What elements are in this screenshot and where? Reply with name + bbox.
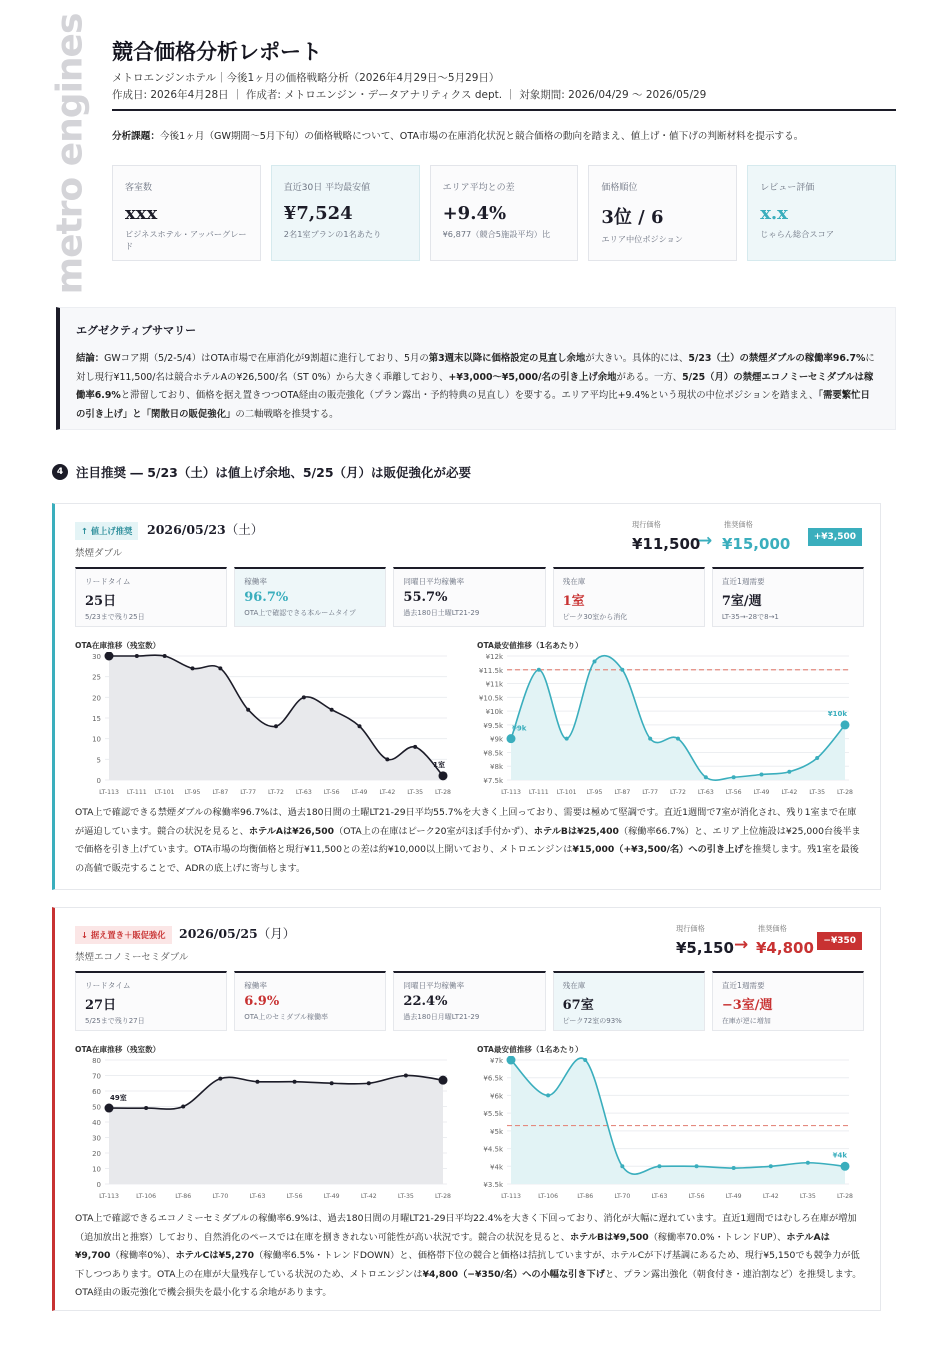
data-point	[648, 737, 652, 741]
x-tick-label: LT-56	[725, 789, 742, 796]
y-tick-label: 5	[96, 756, 101, 765]
summary-label: 結論：	[76, 353, 105, 364]
x-tick-label: LT-87	[212, 789, 229, 796]
desc-text: （OTA上の在庫はピーク20室がほぼ手付かず）、	[334, 825, 534, 837]
price-chart	[477, 640, 857, 800]
data-point	[302, 695, 306, 699]
section-heading	[52, 463, 471, 481]
metric-sub: OTA上のセミダブル稼働率	[244, 1013, 328, 1021]
date-text: 2026/05/25	[179, 926, 258, 941]
raise-tag: ↑ 値上げ推奨	[75, 522, 138, 540]
desc-text: （稼働率66.7%）と、エリア上位施設は¥25,000台後半まで価格を引き上げています。OTA市場の均衡価格と現行¥11,500との差は約¥10,000以上開いており、メトロエンジンは	[75, 825, 861, 855]
data-point	[537, 668, 541, 672]
data-point	[565, 737, 569, 741]
metric-row	[75, 971, 864, 1031]
data-point	[181, 1105, 185, 1109]
kpi-label: 直近30日 平均最安値	[283, 183, 371, 193]
header-line-1: メトロエンジンホテル｜今後1ヶ月の価格戦略分析（2026年4月29日〜5月29日）	[112, 72, 500, 84]
price-chart-svg	[477, 652, 857, 800]
start-value-label: 49室	[110, 1094, 127, 1103]
metric-sub: 過去180日月曜LT21-29	[403, 1013, 480, 1021]
current-price: ¥11,500	[632, 535, 701, 553]
x-tick-label: LT-113	[99, 1193, 119, 1200]
y-tick-label: 20	[92, 1150, 101, 1158]
x-tick-label: LT-28	[435, 789, 451, 796]
data-point	[144, 1106, 148, 1110]
endpoint-marker	[841, 720, 850, 729]
summary-text: の二軸戦略を推奨する。	[235, 408, 339, 420]
kpi-sub: じゃらん総合スコア	[760, 229, 834, 239]
data-point	[732, 775, 736, 779]
recommendation-card-raise	[52, 503, 881, 890]
kpi-sub: ¥6,877（競合5施設平均）比	[442, 229, 551, 239]
metric-lead-time	[75, 567, 227, 627]
area-fill	[511, 1058, 845, 1184]
summary-text: GWコア期（5/2-5/4）はOTA市場で在庫消化が9割超に進行しており、5月の	[104, 353, 429, 364]
current-price: ¥5,150	[676, 939, 734, 957]
metric-label: 同曜日平均稼働率	[403, 577, 465, 586]
y-tick-label: ¥7.5k	[483, 777, 503, 785]
metric-value: 22.4%	[403, 994, 448, 1009]
metric-weekday-avg	[393, 567, 545, 627]
desc-emphasis: ホテルAは¥26,500	[248, 825, 335, 837]
current-price-label: 現行価格	[676, 924, 705, 933]
x-tick-label: LT-106	[136, 1193, 157, 1200]
x-tick-label: LT-63	[295, 789, 312, 796]
x-tick-label: LT-35	[809, 789, 826, 796]
desc-text: OTA上で確認できる禁煙ダブルの稼働率96.7%は、過去180日間の土曜LT21-29日平均55.7%を大きく上回っており、需要は極めて堅調です。直近1週間で7室が消化され、残り1室まで在庫が逼迫しています。競合の状況を見ると、	[75, 807, 857, 837]
inventory-chart-svg	[75, 652, 455, 800]
kpi-row	[112, 165, 896, 261]
data-point	[704, 775, 708, 779]
y-tick-label: ¥7k	[490, 1057, 503, 1065]
y-tick-label: 0	[96, 777, 101, 785]
kpi-value: xxx	[125, 203, 158, 224]
data-point	[806, 1161, 810, 1165]
y-tick-label: ¥4.5k	[483, 1145, 503, 1154]
arrow-right-icon: →	[698, 531, 713, 551]
price-chart	[477, 1044, 857, 1204]
metric-value: 25日	[85, 594, 117, 609]
executive-summary	[56, 307, 896, 430]
metric-sub: ピーク72室の93%	[562, 1017, 622, 1025]
y-tick-label: ¥4k	[490, 1163, 503, 1172]
end-value-label: ¥4k	[832, 1151, 847, 1160]
summary-emphasis: +¥3,000〜¥5,000/名の引き上げ余地	[448, 371, 617, 383]
x-tick-label: LT-56	[688, 1193, 705, 1200]
chart-title: OTA最安値推移（1名あたり）	[477, 1045, 583, 1054]
data-point	[676, 737, 680, 741]
x-tick-label: LT-28	[837, 789, 853, 796]
metric-label: 稼働率	[244, 981, 267, 990]
endpoint-marker	[439, 1076, 448, 1085]
metric-occupancy	[234, 971, 386, 1031]
y-tick-label: 60	[92, 1088, 101, 1096]
x-tick-label: LT-49	[753, 789, 770, 796]
desc-text: OTA上で確認できるエコノミーセミダブルの稼働率6.9%は、過去180日間の月曜LT21-29日平均22.4%を大きく下回っており、消化が大幅に遅れています。直近1週間ではむしろ在庫が増加（追加放出と推察）しており、自然消化のペースでは在庫を捌ききれない可能性が高い状況です。競合の状況を見ると、	[75, 1213, 857, 1243]
x-tick-label: LT-28	[435, 1193, 451, 1200]
metric-value: 96.7%	[244, 590, 289, 605]
analysis-issue	[112, 128, 896, 142]
endpoint-marker	[841, 1162, 850, 1171]
end-value-label: 1室	[433, 760, 445, 769]
kpi-value: 3位 / 6	[601, 207, 664, 228]
data-point	[593, 660, 597, 664]
y-tick-label: 25	[92, 673, 101, 682]
inventory-chart	[75, 640, 455, 800]
metric-inventory	[553, 971, 705, 1031]
data-point	[218, 666, 222, 670]
metric-value: 6.9%	[244, 994, 280, 1009]
x-tick-label: LT-113	[501, 789, 521, 796]
area-fill	[109, 1075, 443, 1184]
price-diff-badge: +¥3,500	[808, 528, 862, 546]
brand-logo	[40, 13, 100, 295]
data-point	[732, 1166, 736, 1170]
y-tick-label: 40	[92, 1119, 101, 1127]
data-point	[191, 666, 195, 670]
kpi-label: レビュー評価	[760, 183, 815, 193]
hold-tag: ↓ 据え置き＋販促強化	[75, 926, 172, 944]
recommended-price-label: 推奨価格	[724, 520, 753, 529]
issue-label: 分析課題：	[112, 131, 160, 142]
desc-text: と、プラン露出強化（朝食付き・連泊割など）を推奨します。OTA経由の販売強化で機会損失を最小化する余地があります。	[75, 1268, 862, 1298]
x-tick-label: LT-70	[614, 1193, 631, 1200]
x-tick-label: LT-95	[586, 789, 603, 796]
data-point	[255, 1080, 259, 1084]
x-tick-label: LT-35	[407, 789, 424, 796]
price-chart-svg	[477, 1056, 857, 1204]
start-value-label: ¥9k	[512, 724, 527, 733]
issue-text: 今後1ヶ月（GW期間〜5月下旬）の価格戦略について、OTA市場の在庫消化状況と競合価格の動向を踏まえ、値上げ・値下げの判断材料を提示する。	[159, 131, 804, 142]
header-line-2: 作成日: 2026年4月28日 ｜ 作成者: メトロエンジン・データアナリティクス dept. ｜ 対象期間: 2026/04/29 〜 2026/05/29	[112, 89, 707, 101]
kpi-sub: エリア中位ポジション	[601, 234, 683, 244]
metric-lead-time	[75, 971, 227, 1031]
section-number: 4	[52, 464, 68, 480]
kpi-value: x.x	[760, 203, 788, 224]
y-tick-label: ¥10.5k	[478, 694, 503, 703]
kpi-price-rank	[588, 165, 737, 261]
kpi-sub: 2名1室プランの1名あたり	[283, 229, 382, 239]
endpoint-marker	[507, 734, 516, 743]
area-fill	[511, 656, 845, 781]
price-diff-badge: −¥350	[817, 932, 862, 950]
header-rule	[112, 109, 896, 111]
data-point	[404, 1074, 408, 1078]
x-tick-label: LT-86	[577, 1193, 594, 1200]
metric-label: リードタイム	[85, 577, 131, 586]
kpi-review	[747, 165, 896, 261]
data-point	[546, 1093, 550, 1097]
metric-sub: OTA上で確認できる本ルームタイプ	[244, 609, 356, 617]
recommended-price-label: 推奨価格	[758, 924, 787, 933]
current-price-label: 現行価格	[632, 520, 661, 529]
kpi-sub: ビジネスホテル・アッパーグレード	[125, 229, 247, 251]
recommendation-card-hold	[52, 907, 881, 1311]
desc-text: （稼働率70.0%・トレンドUP）、	[648, 1231, 787, 1243]
y-tick-label: 70	[92, 1072, 101, 1081]
desc-emphasis: ¥15,000（+¥3,500/名）への引き上げ	[572, 844, 744, 855]
x-tick-label: LT-42	[360, 1193, 377, 1200]
recommended-price: ¥15,000	[722, 535, 791, 553]
chart-title: OTA在庫推移（残室数）	[75, 641, 161, 650]
chart-title: OTA最安値推移（1名あたり）	[477, 641, 583, 650]
data-point	[760, 772, 764, 776]
x-tick-label: LT-49	[323, 1193, 340, 1200]
desc-emphasis: ¥4,800（−¥350/名）への小幅な引き下げ	[422, 1268, 605, 1280]
data-point	[620, 1164, 624, 1168]
room-type: 禁煙エコノミーセミダブル	[75, 952, 189, 963]
x-tick-label: LT-63	[249, 1193, 266, 1200]
desc-text: （稼働率0%）、	[110, 1250, 176, 1261]
x-tick-label: LT-42	[762, 1193, 779, 1200]
y-tick-label: ¥10k	[485, 708, 503, 717]
x-tick-label: LT-101	[154, 789, 175, 796]
x-tick-label: LT-42	[379, 789, 396, 796]
metric-value: −3室/週	[721, 998, 773, 1013]
metric-label: 同曜日平均稼働率	[403, 981, 465, 990]
metric-value: 27日	[85, 998, 117, 1013]
page-title: 競合価格分析レポート	[112, 39, 322, 64]
metric-occupancy	[234, 567, 386, 627]
summary-emphasis: 5/25（月）の禁煙エコノミーセミダブルは稼働率6.9%	[76, 371, 874, 402]
x-tick-label: LT-101	[556, 789, 577, 796]
card-description	[75, 804, 864, 878]
endpoint-marker	[439, 771, 448, 780]
metric-value: 7室/週	[721, 594, 762, 609]
desc-emphasis: ホテルCは¥5,270	[175, 1250, 255, 1261]
kpi-value: ¥7,524	[283, 203, 353, 224]
x-tick-label: LT-56	[323, 789, 340, 796]
kpi-label: 客室数	[125, 183, 153, 193]
y-tick-label: 0	[96, 1181, 101, 1189]
x-tick-label: LT-49	[725, 1193, 742, 1200]
report-header	[112, 36, 896, 104]
data-point	[413, 745, 417, 749]
data-point	[769, 1164, 773, 1168]
metric-sub: LT-35→-28で8→1	[721, 613, 779, 621]
metric-sub: ピーク30室から消化	[562, 613, 628, 621]
data-point	[583, 1058, 587, 1062]
y-tick-label: 30	[92, 653, 101, 661]
data-point	[218, 1077, 222, 1081]
x-tick-label: LT-42	[781, 789, 798, 796]
data-point	[330, 1081, 334, 1085]
x-tick-label: LT-72	[268, 789, 284, 796]
y-tick-label: ¥12k	[485, 653, 503, 661]
data-point	[815, 756, 819, 760]
y-tick-label: ¥9k	[490, 735, 503, 744]
x-tick-label: LT-86	[175, 1193, 192, 1200]
metric-sub: 在庫が逆に増加	[721, 1017, 771, 1025]
x-tick-label: LT-56	[286, 1193, 303, 1200]
y-tick-label: 30	[92, 1134, 101, 1143]
metric-label: 直近1週需要	[721, 577, 765, 586]
chart-title: OTA在庫推移（残室数）	[75, 1045, 161, 1054]
section-title: 注目推奨 ― 5/23（土）は値上げ余地、5/25（月）は販促強化が必要	[76, 465, 472, 480]
x-tick-label: LT-106	[538, 1193, 559, 1200]
y-tick-label: 20	[92, 694, 101, 703]
data-point	[330, 708, 334, 712]
x-tick-label: LT-63	[651, 1193, 668, 1200]
y-tick-label: ¥5.5k	[483, 1110, 503, 1119]
data-point	[135, 654, 139, 658]
summary-text: が大きい。具体的には、	[585, 353, 689, 364]
summary-emphasis: 「需要繁忙日の引き上げ」と「閑散日の販促強化」	[76, 390, 870, 420]
x-tick-label: LT-77	[642, 789, 659, 796]
y-tick-label: 80	[92, 1057, 101, 1065]
date-text: 2026/05/23	[147, 522, 226, 537]
kpi-label: エリア平均との差	[442, 183, 515, 193]
weekday-text: （土）	[225, 522, 264, 537]
kpi-value: +9.4%	[442, 203, 507, 224]
x-tick-label: LT-63	[697, 789, 714, 796]
inventory-chart	[75, 1044, 455, 1204]
x-tick-label: LT-70	[212, 1193, 229, 1200]
price-change	[676, 924, 862, 964]
x-tick-label: LT-35	[397, 1193, 414, 1200]
metric-row	[75, 567, 864, 627]
x-tick-label: LT-72	[670, 789, 686, 796]
kpi-area-diff	[430, 165, 579, 261]
summary-text: がある。一方、	[616, 371, 683, 383]
metric-label: 残在庫	[562, 981, 586, 990]
summary-emphasis: 5/23（土）の禁煙ダブルの稼働率96.7%	[688, 353, 866, 364]
recommended-price: ¥4,800	[756, 939, 814, 957]
card-description	[75, 1210, 864, 1303]
y-tick-label: ¥8.5k	[483, 749, 503, 758]
metric-weekly-demand	[712, 567, 864, 627]
end-value-label: ¥10k	[827, 709, 847, 718]
desc-emphasis: ホテルAは¥9,700	[75, 1231, 830, 1261]
metric-label: リードタイム	[85, 981, 131, 990]
card-date	[147, 520, 263, 538]
metric-label: 残在庫	[562, 577, 586, 586]
summary-title: エグゼクティブサマリー	[76, 324, 197, 337]
brand-text: metro engines	[49, 13, 91, 295]
data-point	[274, 724, 278, 728]
x-tick-label: LT-87	[614, 789, 631, 796]
y-tick-label: ¥3.5k	[483, 1181, 503, 1189]
summary-body	[76, 350, 879, 424]
metric-label: 直近1週需要	[721, 981, 765, 990]
metric-weekly-demand	[712, 971, 864, 1031]
metric-weekday-avg	[393, 971, 545, 1031]
x-tick-label: LT-113	[99, 789, 119, 796]
desc-emphasis: ホテルBは¥9,500	[569, 1231, 649, 1243]
data-point	[620, 668, 624, 672]
y-tick-label: ¥11.5k	[478, 666, 503, 675]
y-tick-label: 50	[92, 1103, 101, 1112]
kpi-label: 価格順位	[601, 183, 638, 193]
card-date	[179, 924, 295, 942]
metric-value: 1室	[562, 594, 585, 609]
metric-sub: 過去180日土曜LT21-29	[403, 609, 480, 617]
y-tick-label: ¥8k	[490, 763, 503, 772]
desc-text: （稼働率6.5%・トレンドDOWN）と、価格帯下位の競合と価格は拮抗していますが、ホテルCが下げ基調にあるため、現行¥5,150でも競争力が低下しつつあります。OTA上の在庫が大量残存している状況のため、メトロエンジンは	[75, 1250, 860, 1280]
price-change	[632, 520, 862, 560]
data-point	[358, 724, 362, 728]
data-point	[695, 1164, 699, 1168]
y-tick-label: ¥6k	[490, 1092, 503, 1101]
metric-label: 稼働率	[244, 577, 267, 586]
summary-text: と滞留しており、価格を据え置きつつOTA経由の販売強化（プラン露出・予約特典の見直し）を要する。エリア平均比+9.4%という現状の中位ポジションを踏まえ、	[120, 390, 819, 402]
data-point	[787, 770, 791, 774]
data-point	[246, 708, 250, 712]
desc-text: を推奨します。残1室を最後の高値で販売することで、ADRの底上げに寄与します。	[75, 844, 859, 874]
kpi-avg-price	[271, 165, 420, 261]
y-tick-label: ¥5k	[490, 1127, 503, 1136]
x-tick-label: LT-111	[126, 789, 147, 796]
x-tick-label: LT-111	[528, 789, 549, 796]
y-tick-label: ¥9.5k	[483, 721, 503, 730]
data-point	[385, 757, 389, 761]
x-tick-label: LT-28	[837, 1193, 853, 1200]
y-tick-label: 10	[92, 735, 101, 744]
data-point	[367, 1081, 371, 1085]
data-point	[293, 1080, 297, 1084]
metric-sub: 5/25まで残り27日	[85, 1017, 145, 1025]
y-tick-label: ¥6.5k	[483, 1074, 503, 1083]
y-tick-label: 15	[92, 715, 101, 723]
x-tick-label: LT-113	[501, 1193, 521, 1200]
kpi-rooms	[112, 165, 261, 261]
desc-emphasis: ホテルBは¥25,400	[533, 825, 619, 837]
inventory-chart-svg	[75, 1056, 455, 1204]
x-tick-label: LT-35	[799, 1193, 816, 1200]
metric-value: 55.7%	[403, 590, 448, 605]
y-tick-label: ¥11k	[485, 680, 503, 689]
metric-inventory	[553, 567, 705, 627]
weekday-text: （月）	[257, 926, 296, 941]
summary-emphasis: 第3週末以降に価格設定の見直し余地	[428, 353, 586, 364]
y-tick-label: 10	[92, 1165, 101, 1174]
x-tick-label: LT-49	[351, 789, 368, 796]
x-tick-label: LT-95	[184, 789, 201, 796]
data-point	[163, 654, 167, 658]
data-point	[657, 1164, 661, 1168]
arrow-right-icon: →	[734, 935, 749, 955]
x-tick-label: LT-77	[240, 789, 257, 796]
endpoint-marker	[105, 1104, 114, 1113]
room-type: 禁煙ダブル	[75, 548, 123, 559]
metric-sub: 5/23まで残り25日	[85, 613, 145, 621]
metric-value: 67室	[562, 998, 594, 1013]
summary-text: に対し現行¥11,500/名は競合ホテルAの¥26,500/名（ST 0%）から大きく乖離しており、	[76, 353, 875, 383]
